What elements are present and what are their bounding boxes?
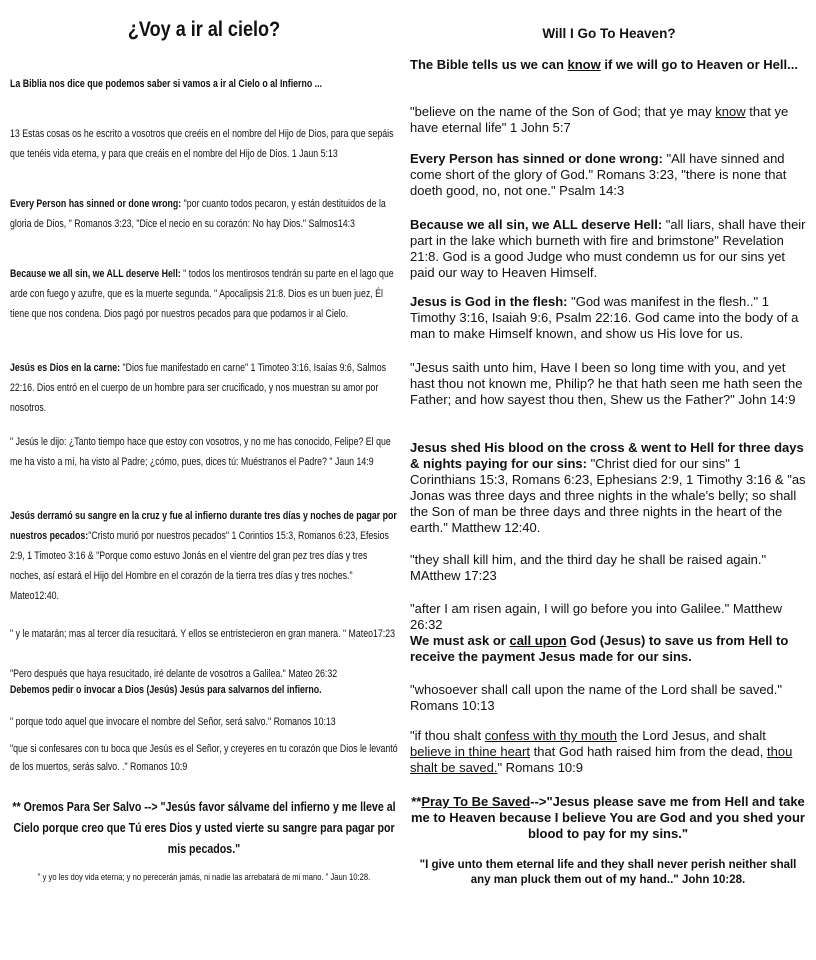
spanish-intro: La Biblia nos dice que podemos saber si vamos a ir al Cielo o al Infierno ...: [10, 78, 322, 90]
english-paragraph-call-upon: We must ask or call upon God (Jesus) to save us from Hell to receive the payment Jesus made for our sins.: [410, 633, 789, 664]
spanish-paragraph-sin: Every Person has sinned or done wrong: "por cuanto todos pecaron, y están destituidos de la gloria de Dios, " Romanos 3:23, "Dice el necio en su corazón: No hay Dios." Salmos14:3: [10, 198, 386, 230]
english-prayer: **Pray To Be Saved-->"Jesus please save me from Hell and take me to Heaven because I believe You are God and you shed your blood to pay for my sins.": [411, 794, 805, 841]
spanish-paragraph-1-john-5-13: 13 Estas cosas os he escrito a vosotros que creéis en el nombre del Hijo de Dios, para que sepáis que tenéis vida eterna, y para que creáis en el nombre del Hijo de Dios. 1 Jaun 5:13: [10, 128, 394, 160]
english-paragraph-blood: Jesus shed His blood on the cross & went to Hell for three days & nights paying for our sins: "Christ died for our sins" 1 Corinthians 15:3, Romans 6:23, Ephesians 2:9, 1 Timothy 3:16 & "as Jonas was three days and three nights in the whale's belly; so shall the Son of man be three days and three nights in the heart of the earth." Matthew 12:40.: [410, 440, 806, 535]
english-paragraph-matthew-17-23: "they shall kill him, and the third day he shall be raised again." MAtthew 17:23: [410, 552, 767, 583]
english-paragraph-romans-10-13: "whosoever shall call upon the name of the Lord shall be saved." Romans 10:13: [410, 682, 783, 713]
spanish-paragraph-galilee: "Pero después que haya resucitado, iré delante de vosotros a Galilea." Mateo 26:32 Debemos pedir o invocar a Dios (Jesús) Jesús para salvarnos del infierno.: [10, 668, 338, 696]
english-intro: The Bible tells us we can know if we will go to Heaven or Hell...: [410, 57, 798, 72]
english-title: Will I Go To Heaven?: [542, 26, 676, 41]
spanish-paragraph-god-in-flesh: Jesús es Dios en la carne: "Dios fue manifestado en carne" 1 Timoteo 3:16, Isaías 9:6, Salmos 22:16. Dios entró en el cuerpo de un hombre para ser crucificado, y nos muestran su amor por nosotros.: [10, 362, 387, 414]
spanish-paragraph-john-14-9: " Jesús le dijo: ¿Tanto tiempo hace que estoy con vosotros, y no me has conocido, Felipe? El que me ha visto a mí, ha visto al Padre; ¿cómo, pues, dices tú: Muéstranos el Padre? " Jaun 14:9: [10, 436, 391, 468]
spanish-paragraph-blood: Jesús derramó su sangre en la cruz y fue al infierno durante tres días y noches de pagar por nuestros pecados:"Cristo murió por nuestros pecados" 1 Corintios 15:3, Romanos 6:23, Efesios 2:9, 1 Timoteo 3:16 & "Porque como estuvo Jonás en el vientre del gran pez tres días y tres noches, así estará el Hijo del Hombre en el corazón de la tierra tres días y tres noches." Mateo12:40.: [10, 510, 397, 602]
english-paragraph-hell: Because we all sin, we ALL deserve Hell: "all liars, shall have their part in the lake which burneth with fire and brimstone" Revelation 21:8. God is a good Judge who must condemn us for our sins yet paid our way to Heaven Himself.: [410, 217, 806, 280]
spanish-title: ¿Voy a ir al cielo?: [127, 18, 281, 41]
spanish-paragraph-romans-10-13: " porque todo aquel que invocare el nombre del Señor, será salvo." Romanos 10:13: [10, 716, 336, 728]
english-paragraph-sin: Every Person has sinned or done wrong: "All have sinned and come short of the glory of God." Romans 3:23, "there is none that doeth good, no, not one." Psalm 14:3: [410, 151, 787, 198]
english-paragraph-god-in-flesh: Jesus is God in the flesh: "God was manifest in the flesh.." 1 Timothy 3:16, Isaiah 9:6, Psalm 22:16. God came into the body of a man to make Himself known, and show us His love for us.: [410, 294, 799, 341]
spanish-paragraph-romans-10-9: "que si confesares con tu boca que Jesús es el Señor, y creyeres en tu corazón que Dios le levantó de los muertos, serás salvo. ." Romanos 10:9: [10, 743, 398, 773]
spanish-prayer: ** Oremos Para Ser Salvo --> "Jesús favor sálvame del infierno y me lleve al Cielo porque creo que Tú eres Dios y usted vierte su sangre para pagar por mis pecados.": [12, 799, 396, 856]
english-paragraph-john-14-9: "Jesus saith unto him, Have I been so long time with you, and yet hast thou not known me, Philip? he that hath seen me hath seen the Father; and how sayest thou then, Shew us the Father?" John 14:9: [410, 360, 803, 407]
english-paragraph-1-john-5-7: "believe on the name of the Son of God; that ye may know that ye have eternal life" 1 John 5:7: [410, 104, 789, 135]
spanish-paragraph-hell: Because we all sin, we ALL deserve Hell: " todos los mentirosos tendrán su parte en el lago que arde con fuego y azufre, que es la muerte segunda. " Apocalipsis 21:8. Dios es un buen juez, Él tiene que nos condena. Dios pagó por nuestros pecados para que podamos ir al Cielo.: [10, 268, 394, 320]
english-paragraph-romans-10-9: "if thou shalt confess with thy mouth the Lord Jesus, and shalt believe in thine heart that God hath raised him from the dead, thou shalt be saved." Romans 10:9: [410, 728, 793, 775]
english-closing-verse: "I give unto them eternal life and they shall never perish neither shall any man pluck them out of my hand.." John 10:28.: [419, 859, 797, 886]
spanish-paragraph-matthew-17-23: " y le matarán; mas al tercer día resucitará. Y ellos se entristecieron en gran manera. " Mateo17:23: [10, 628, 396, 640]
english-paragraph-matthew-26-32: "after I am risen again, I will go before you into Galilee." Matthew 26:32: [410, 601, 782, 632]
spanish-closing-verse: " y yo les doy vida eterna; y no perecerán jamás, ni nadie las arrebatará de mi mano. " Jaun 10:28.: [37, 872, 371, 883]
